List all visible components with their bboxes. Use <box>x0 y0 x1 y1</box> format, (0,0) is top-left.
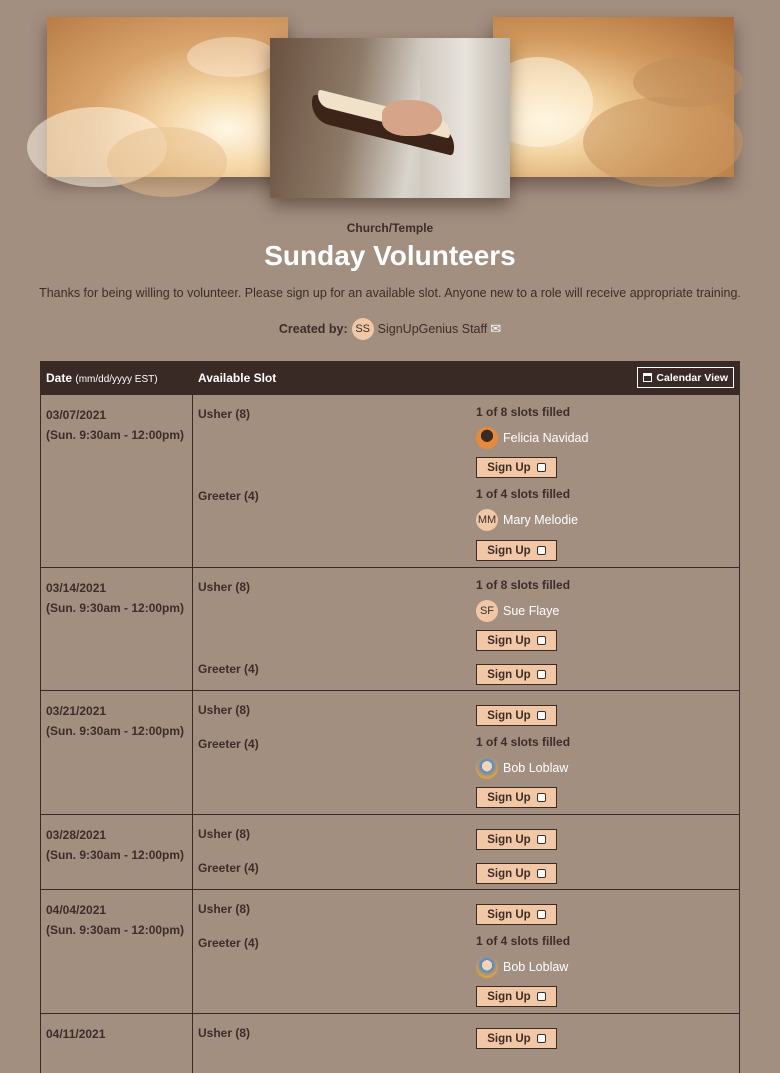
sign-up-button[interactable] <box>476 705 557 726</box>
slot-time: (Sun. 9:30am - 12:00pm) <box>46 601 185 615</box>
sign-up-checkbox[interactable] <box>537 463 546 472</box>
slot-name: Greeter (4) <box>198 737 259 751</box>
sign-up-checkbox[interactable] <box>537 670 546 679</box>
slot-date: 04/04/2021 <box>46 903 107 917</box>
creator-avatar: SS <box>352 318 374 340</box>
sign-up-label: Sign Up <box>487 867 531 880</box>
created-by <box>0 318 780 340</box>
sign-up-checkbox[interactable] <box>537 1034 546 1043</box>
sign-up-label: Sign Up <box>487 1032 531 1045</box>
volunteer <box>476 757 568 779</box>
slot-name: Usher (8) <box>198 827 251 841</box>
volunteer-avatar: MM <box>476 509 498 531</box>
sign-up-label: Sign Up <box>487 791 531 804</box>
table-row <box>41 1013 739 1073</box>
hands-holding-bible-image <box>270 38 510 198</box>
date-cell <box>41 395 193 567</box>
volunteer-avatar <box>476 956 498 978</box>
table-header <box>41 362 739 394</box>
description: Thanks for being willing to volunteer. Please sign up for an available slot. Anyone new to a role will receive appropriate training. <box>39 286 741 300</box>
volunteer <box>476 427 588 449</box>
slot-name: Greeter (4) <box>198 936 259 950</box>
volunteer-name: Bob Loblaw <box>503 761 569 775</box>
table-row <box>41 889 739 1013</box>
sign-up-checkbox[interactable] <box>537 835 546 844</box>
sign-up-label: Sign Up <box>487 833 531 846</box>
slot-time: (Sun. 9:30am - 12:00pm) <box>46 428 185 442</box>
volunteer <box>476 956 568 978</box>
volunteer <box>476 509 578 531</box>
date-cell <box>41 1014 193 1073</box>
slot-name: Usher (8) <box>198 407 251 421</box>
calendar-icon <box>643 373 652 382</box>
sign-up-button[interactable] <box>476 664 557 685</box>
sign-up-button[interactable] <box>476 457 557 478</box>
slot-date: 03/21/2021 <box>46 704 107 718</box>
sign-up-button[interactable] <box>476 630 557 651</box>
slot-name: Usher (8) <box>198 1026 251 1040</box>
category-label: Church/Temple <box>346 221 434 235</box>
sign-up-checkbox[interactable] <box>537 546 546 555</box>
slot-date: 03/07/2021 <box>46 408 107 422</box>
sign-up-button[interactable] <box>476 829 557 850</box>
sign-up-checkbox[interactable] <box>537 636 546 645</box>
clouds-sunset-image <box>47 17 288 177</box>
clouds-sky-image <box>493 17 734 177</box>
sign-up-label: Sign Up <box>487 908 531 921</box>
volunteer-avatar: SF <box>476 600 498 622</box>
table-row <box>41 394 739 567</box>
slot-name: Usher (8) <box>198 580 251 594</box>
sign-up-checkbox[interactable] <box>537 793 546 802</box>
volunteer-name: Mary Melodie <box>503 513 579 527</box>
volunteer <box>476 600 559 622</box>
sign-up-button[interactable] <box>476 863 557 884</box>
slot-date: 03/28/2021 <box>46 828 107 842</box>
slot-time: (Sun. 9:30am - 12:00pm) <box>46 724 185 738</box>
sign-up-label: Sign Up <box>487 709 531 722</box>
envelope-icon[interactable]: ✉ <box>490 321 502 336</box>
sign-up-checkbox[interactable] <box>537 711 546 720</box>
slots-filled-count: 1 of 8 slots filled <box>476 578 571 592</box>
page-title: Sunday Volunteers <box>264 240 516 271</box>
date-cell <box>41 890 193 1013</box>
created-by-label: Created by: <box>278 322 348 336</box>
date-cell <box>41 691 193 814</box>
signup-table <box>40 361 740 1073</box>
slots-filled-count: 1 of 8 slots filled <box>476 405 571 419</box>
sign-up-button[interactable] <box>476 540 557 561</box>
sign-up-checkbox[interactable] <box>537 992 546 1001</box>
sign-up-label: Sign Up <box>487 990 531 1003</box>
slot-name: Greeter (4) <box>198 861 259 875</box>
sign-up-button[interactable] <box>476 787 557 808</box>
slot-date: 04/11/2021 <box>46 1027 106 1041</box>
slot-time: (Sun. 9:30am - 12:00pm) <box>46 848 185 862</box>
slots-filled-count: 1 of 4 slots filled <box>476 934 571 948</box>
slot-name: Greeter (4) <box>198 489 259 503</box>
slot-name: Usher (8) <box>198 902 251 916</box>
date-column-header: Date (mm/dd/yyyy EST) <box>46 371 158 385</box>
slot-column-header: Available Slot <box>198 371 277 385</box>
table-row <box>41 690 739 814</box>
volunteer-avatar <box>476 757 498 779</box>
volunteer-avatar <box>476 427 498 449</box>
sign-up-label: Sign Up <box>487 461 531 474</box>
sign-up-checkbox[interactable] <box>537 869 546 878</box>
date-cell <box>41 815 193 889</box>
volunteer-name: Felicia Navidad <box>503 431 589 445</box>
table-row <box>41 814 739 889</box>
sign-up-button[interactable] <box>476 1028 557 1049</box>
slot-date: 03/14/2021 <box>46 581 107 595</box>
sign-up-button[interactable] <box>476 986 557 1007</box>
volunteer-name: Sue Flaye <box>503 604 560 618</box>
creator-name: SignUpGenius Staff <box>377 322 488 336</box>
date-cell <box>41 568 193 690</box>
calendar-view-button[interactable]: Calendar View <box>637 367 734 388</box>
slots-filled-count: 1 of 4 slots filled <box>476 487 571 501</box>
slot-name: Greeter (4) <box>198 662 259 676</box>
slot-name: Usher (8) <box>198 703 251 717</box>
sign-up-button[interactable] <box>476 904 557 925</box>
sign-up-label: Sign Up <box>487 668 531 681</box>
sign-up-checkbox[interactable] <box>537 910 546 919</box>
slots-filled-count: 1 of 4 slots filled <box>476 735 571 749</box>
slot-time: (Sun. 9:30am - 12:00pm) <box>46 923 185 937</box>
table-row <box>41 567 739 690</box>
sign-up-label: Sign Up <box>487 544 531 557</box>
banner <box>0 0 780 210</box>
sign-up-label: Sign Up <box>487 634 531 647</box>
volunteer-name: Bob Loblaw <box>503 960 569 974</box>
